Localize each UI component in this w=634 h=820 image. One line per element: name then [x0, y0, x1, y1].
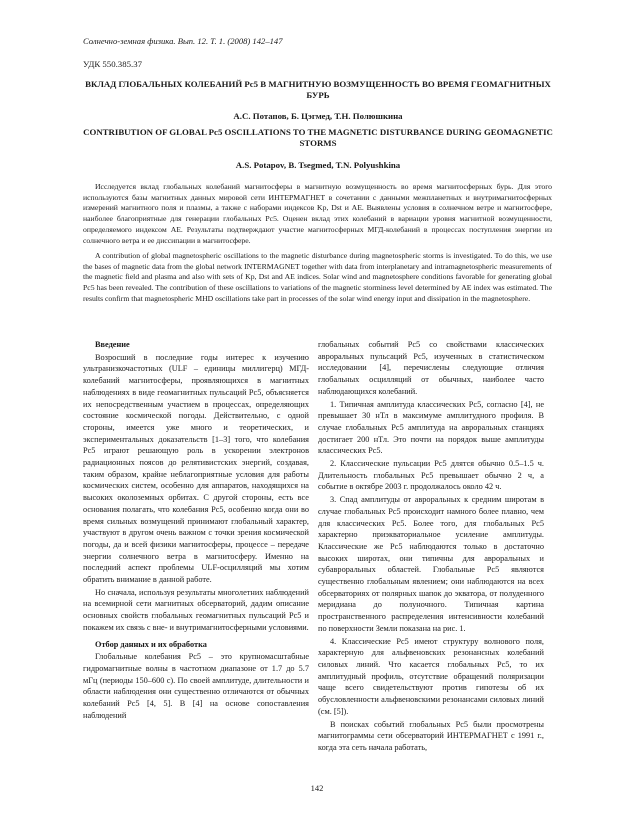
list-item-1: 1. Типичная амплитуда классических Pc5, согласно [4], не превышает 30 нТл в максимуме амплитудного профиля. В случае глобальных Pc5 амплитуда на авроральных станциях достигает 200 нТл. Это почти на порядок выше амплитуды классических Pc5.	[318, 399, 544, 456]
list-item-2: 2. Классические пульсации Pc5 длятся обычно 0.5–1.5 ч. Длительность глобальных Pc5 превышает обычно 2 ч, а событие в октябре 2003 г. продолжалось около 42 ч.	[318, 459, 544, 492]
page-number: 142	[310, 783, 324, 793]
title-russian: ВКЛАД ГЛОБАЛЬНЫХ КОЛЕБАНИЙ Pc5 В МАГНИТНУЮ ВОЗМУЩЕННОСТЬ ВО ВРЕМЯ ГЕОМАГНИТНЫХ БУРЬ	[85, 79, 551, 100]
udk-code: УДК 550.385.37	[83, 59, 142, 69]
left-column	[83, 339, 309, 723]
abstract-russian: Исследуется вклад глобальных колебаний магнитосферы в магнитную возмущенность во время магнитосферных бурь. Для этого используются базы магнитных данных мировой сети ИНТЕРМАГНЕТ в сочетании с данными межпланетных и внутримагнитосферных измерений магнитного поля и плазмы, а также с наборами индексов Kp, Dst и AE. Выявлены условия в солнечном ветре и магнитосфере, наиболее благоприятные для генерации глобальных Pc5. Оценен вклад этих колебаний в вариации уровня магнитной возмущенности, определяемого индексом AE. Результаты подтверждают участие магнитосферных МГД-колебаний в процессах поступления энергии из солнечного ветра и ее диссипации в магнитосфере.	[83, 182, 552, 245]
search-paragraph: В поисках событий глобальных Pc5 были просмотрены магнитограммы сети обсерваторий ИНТЕРМАГНЕТ с 1991 г., когда эта сеть начала работать,	[318, 719, 544, 752]
introduction-paragraph-2: Но сначала, используя результаты многолетних наблюдений на всемирной сети магнитных обсерваторий, дадим описание основных свойств глобальных геомагнитных пульсаций Pc5 и покажем их связь с вне- и внутримагнитосферными условиями.	[83, 587, 309, 632]
title-english: CONTRIBUTION OF GLOBAL Pc5 OSCILLATIONS TO THE MAGNETIC DISTURBANCE DURING GEOMAGNETIC STORMS	[83, 127, 553, 148]
introduction-paragraph: Возросший в последние годы интерес к изучению ультранизкочастотных (ULF – единицы миллигерц) МГД-колебаний магнитосферы, проявляющихся в магнитных наблюдениях в виде геомагнитных пульсаций Pc5, объясняется их непосредственным участием в процессах, определяющих состояние космической погоды. Действительно, с одной стороны, имеется уже много и теоретических, и экспериментальных доказательств [1–3] того, что колебания Pc5 играют решающую роль в ускорении электронов радиационных поясов до релятивистских энергий, создавая, таким образом, крайне неблагоприятные условия для работы космических систем, особенно для аппаратов, находящихся на высоких околоземных орбитах. С другой стороны, есть все основания полагать, что колебания Pc5, особенно когда они во время сильных возмущений принимают глобальный характер, участвуют в другом очень важном с точки зрения космической погоды, да и всей физики магнитосферы, процессе – передаче энергии солнечного ветра в магнитосферу. Именно на последний аспект проблемы ULF-осцилляций мы хотим обратить внимание в данной работе.	[83, 352, 309, 585]
journal-reference: Солнечно-земная физика. Вып. 12. Т. 1. (2008) 142–147	[83, 36, 283, 46]
list-item-3: 3. Спад амплитуды от авроральных к средним широтам в случае глобальных Pc5 происходит намного более плавно, чем для классических Pc5. Более того, для глобальных Pc5 характерно приэкваториальное усиление амплитуды. Классические же Pc5 наблюдаются только в достаточно высоких широтах, они типичны для авроральных и субавроральных областей. Глобальные Pc5 являются существенно глобальным явлением; они наблюдаются на всех обсерваториях от полярных шапок до экватора, от полуденного меридиана до полуночного. Типичная картина пространственного распределения интенсивности колебаний по поверхности Земли показана на рис. 1.	[318, 495, 544, 633]
introduction-heading: Введение	[95, 340, 130, 349]
authors-english: A.S. Potapov, B. Tsegmed, T.N. Polyushkina	[235, 160, 401, 170]
list-item-4: 4. Классические Pc5 имеют структуру волнового поля, характерную для альфвеновских резонансных колебаний силовых линий. Что касается глобальных Pc5, то их амплитудный профиль, отсутствие обращений поляризации чаще всего свидетельствуют против гипотезы об их обусловленности альфвеновскими резонансами силовых линий (см. [5]).	[318, 636, 544, 716]
authors-russian: А.С. Потапов, Б. Цэгмед, Т.Н. Полюшкина	[233, 111, 403, 121]
right-column	[318, 339, 544, 755]
data-section-heading: Отбор данных и их обработка	[95, 639, 207, 649]
abstract-english: A contribution of global magnetospheric oscillations to the magnetic disturbance during magnetospheric storms is investigated. To do this, we use the bases of magnetic data from the global network INTERMAGNET together with data from interplanetary and intramagnetospheric measurements of the magnetic field and plasma and also with sets of Kp, Dst and AE indices. Solar wind and magnetosphere conditions favorable for generating global Pc5 has been revealed. The contribution of these oscillations to variations of the magnetic storminess level determined by AE index was estimated. The results confirm that magnetospheric MHD oscillations take part in processes of the solar wind energy input and dissipation in the magnetosphere.	[83, 251, 552, 303]
continued-paragraph: глобальных событий Pc5 со свойствами классических авроральных пульсаций Pc5, изученных в статистическом исследовании [4], перечислены следующие отличия глобальных осцилляций от обычных, наиболее часто наблюдающихся колебаний.	[318, 340, 544, 396]
data-section-paragraph: Глобальные колебания Pc5 – это крупномасштабные гидромагнитные волны в частотном диапазоне от 1.7 до 5.7 мГц (периоды 150–600 с). По своей амплитуде, длительности и области наблюдения они существенно отличаются от обычных колебаний Pc5 [4, 5]. В [4] на основе сопоставления наблюдений	[83, 652, 309, 720]
